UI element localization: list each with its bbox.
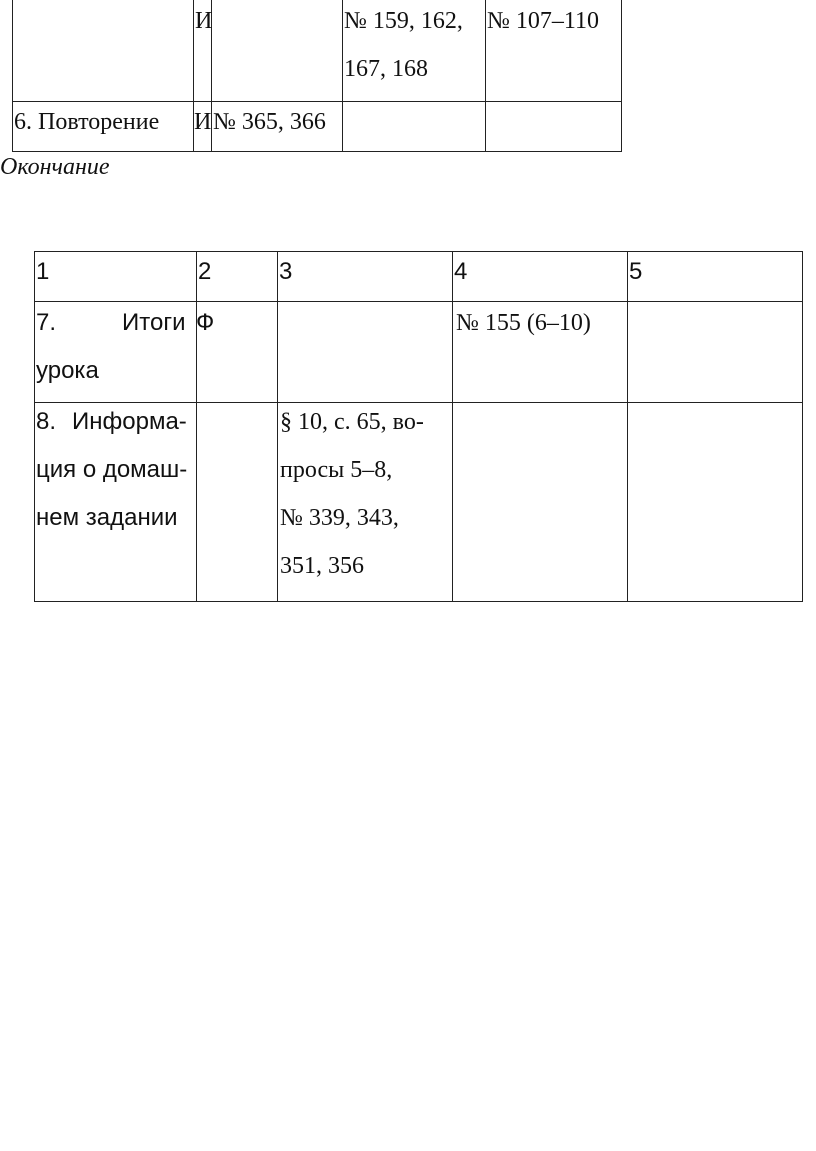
table-cell: нем задании bbox=[36, 504, 178, 531]
table-cell: № 159, 162, bbox=[344, 8, 463, 34]
top-table-border bbox=[621, 0, 622, 152]
table-cell: ция о домаш- bbox=[36, 456, 188, 483]
bottom-table-border bbox=[452, 251, 453, 602]
table-caption: Окончание bbox=[0, 154, 110, 180]
table-cell: № 365, 366 bbox=[213, 109, 326, 135]
table-cell: урока bbox=[36, 357, 99, 384]
top-table-border bbox=[342, 0, 343, 152]
table-cell: Итоги bbox=[122, 309, 186, 336]
bottom-table-border bbox=[277, 251, 278, 602]
table-cell: Ф bbox=[196, 309, 215, 336]
column-header: 2 bbox=[198, 258, 212, 285]
column-header: 4 bbox=[454, 258, 468, 285]
bottom-table-border bbox=[802, 251, 803, 602]
table-cell: Информа- bbox=[72, 408, 187, 435]
column-header: 5 bbox=[629, 258, 643, 285]
bottom-table-border bbox=[34, 601, 803, 602]
table-cell: № 107–110 bbox=[487, 8, 600, 34]
table-cell: § 10, с. 65, во- bbox=[280, 409, 424, 435]
top-table-border bbox=[12, 0, 13, 152]
table-cell: просы 5–8, bbox=[280, 457, 393, 483]
top-table-border bbox=[12, 151, 622, 152]
bottom-table-border bbox=[34, 251, 35, 602]
bottom-table-border bbox=[34, 251, 803, 252]
column-header: 1 bbox=[36, 258, 50, 285]
table-cell: 8. bbox=[36, 408, 57, 435]
table-cell: № 339, 343, bbox=[280, 505, 399, 531]
table-cell: 351, 356 bbox=[280, 553, 364, 579]
table-cell: 167, 168 bbox=[344, 56, 428, 82]
table-cell: 7. bbox=[36, 309, 57, 336]
table-cell: И bbox=[195, 8, 213, 34]
table-cell: И bbox=[194, 109, 212, 135]
table-cell: 6. Повторение bbox=[14, 109, 160, 135]
table-cell: № 155 (6–10) bbox=[456, 310, 591, 336]
column-header: 3 bbox=[279, 258, 293, 285]
bottom-table-border bbox=[627, 251, 628, 602]
top-table-border bbox=[485, 0, 486, 152]
